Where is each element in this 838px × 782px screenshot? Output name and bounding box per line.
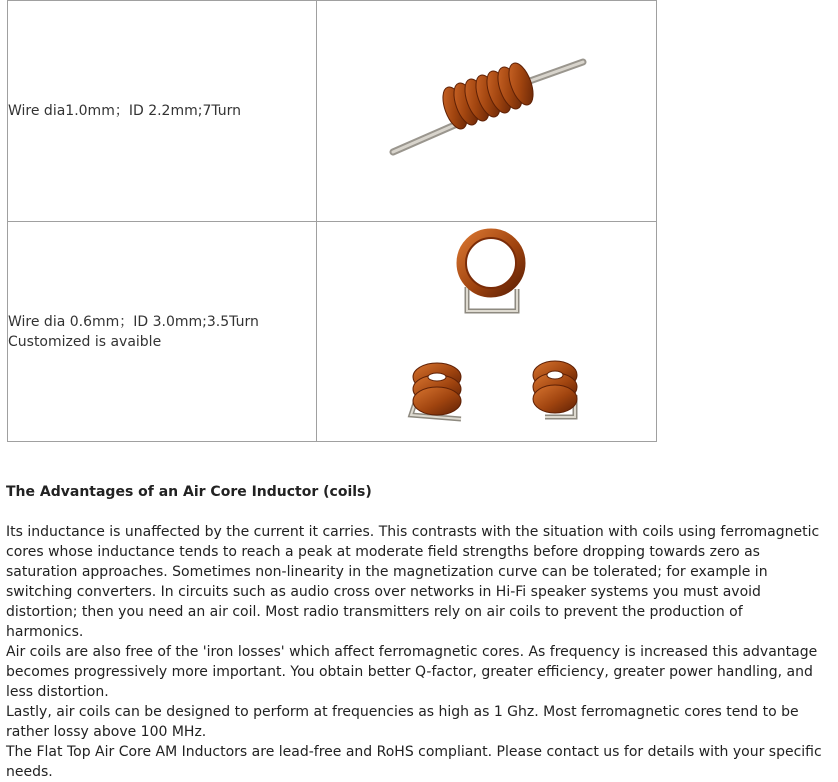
- article-body: [6, 522, 824, 782]
- paragraph: Its inductance is unaffected by the current it carries. This contrasts with the situation with coils using ferromagnetic cores whose inductance tends to reach a peak at moderate field strengths before dropping towards zero as saturation approaches. Sometimes non-linearity in the magnetization curve can be tolerated; for example in switching converters. In circuits such as audio cross over networks in Hi-Fi speaker systems you must avoid distortion; then you need an air coil. Most radio transmitters rely on air coils to prevent the production of harmonics.: [6, 524, 820, 640]
- spec-text: Wire dia1.0mm；ID 2.2mm;7Turn: [8, 103, 242, 119]
- spec-text: Wire dia 0.6mm；ID 3.0mm;3.5Turn: [8, 313, 259, 330]
- table-row: [8, 222, 657, 442]
- long-copper-coil-image: [387, 56, 587, 166]
- spec-text: Customized is avaible: [8, 333, 162, 350]
- paragraph: Air coils are also free of the 'iron losses' which affect ferromagnetic cores. As frequency is increased this advantage becomes progressively more important. You obtain better Q-factor, greater efficiency, greater power handling, and less distortion.: [6, 644, 818, 700]
- spec-table: [7, 0, 657, 442]
- section-heading: The Advantages of an Air Core Inductor (coils): [6, 484, 372, 500]
- paragraph: The Flat Top Air Core AM Inductors are lead-free and RoHS compliant. Please contact us for details with your specific needs.: [6, 744, 822, 780]
- spec-label-cell: [8, 222, 317, 442]
- small-copper-coils-image: [367, 227, 607, 437]
- table-row: [8, 1, 657, 222]
- paragraph: Lastly, air coils can be designed to perform at frequencies as high as 1 Ghz. Most ferromagnetic cores tend to be rather lossy above 100 MHz.: [6, 704, 799, 740]
- spec-label-cell: [8, 1, 317, 222]
- product-image-cell: [317, 222, 657, 442]
- product-image-cell: [317, 1, 657, 222]
